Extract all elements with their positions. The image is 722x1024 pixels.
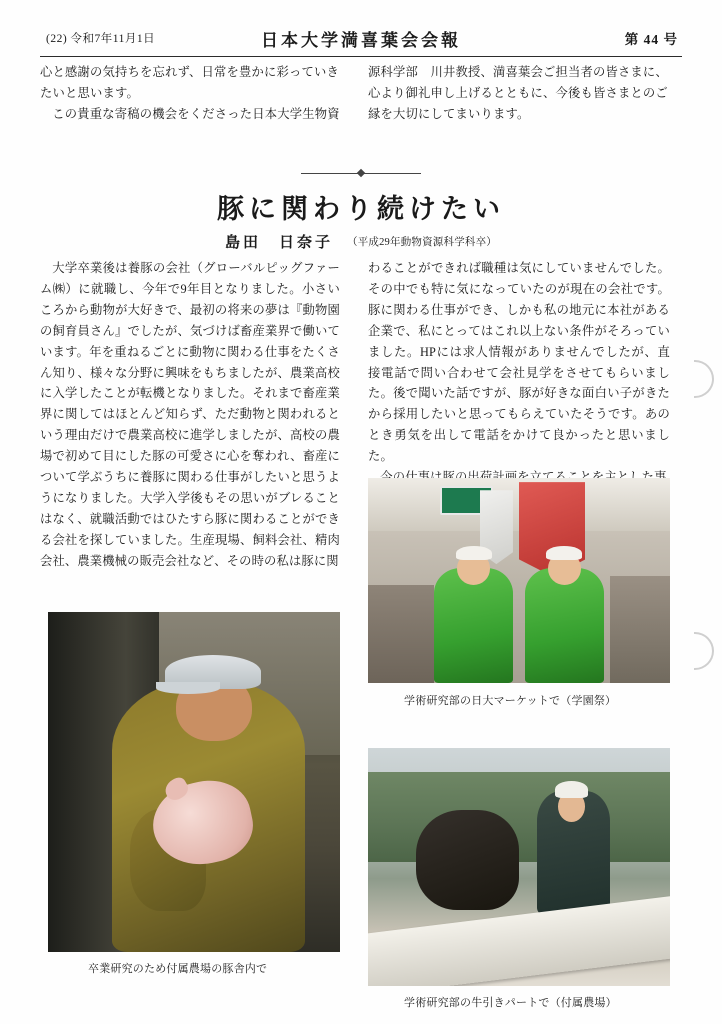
section-divider-ornament [301, 168, 421, 178]
masthead-divider [40, 56, 682, 57]
masthead [40, 26, 682, 56]
caption-pig-barn: 卒業研究のため付属農場の豚舎内で [88, 963, 268, 975]
photo-nichidai-market [368, 478, 670, 683]
masthead-left [46, 30, 155, 46]
continuation-column-right [368, 62, 670, 125]
divider-diamond-icon [357, 169, 365, 177]
photo-person-b-body [525, 568, 604, 683]
photo-cow-body [416, 810, 519, 910]
caption-cow-pulling: 学術研究部の牛引きパートで（付属農場） [404, 997, 617, 1009]
article-byline [0, 231, 722, 252]
body-paragraph: 大学卒業後は養豚の会社（グローバルピッグファーム㈱）に就職し、今年で9年目となりました。小さいころから動物が大好きで、最初の将来の夢は『動物園の飼育員さん』でしたが、気づけば畜産業界で働いています。年を重ねるごとに動物に関わる仕事をたくさん知り、様々な分野に興味をもちましたが、農業高校に入学したことが転機となりました。それまで畜産業界に関してはほとんど知らず、ただ動物と関われるという理由だけで農業高校に進学しましたが、高校の農場で初めて目にした豚の可愛さに心を奪われ、畜産について学ぶうちに養豚に関わる仕事がしたいと思うようになりました。大学入学後もその思いがブレることはなく、就職活動ではひたすら豚に関わることができる会社を探していました。生産現場、飼料会社、精肉会社、農業機械の販売会社など、その時の私は豚に関 [40, 261, 340, 568]
article-body-left [40, 258, 340, 572]
article-title: 豚に関わり続けたい [217, 194, 505, 224]
photo-person-a-hat [456, 546, 492, 560]
body-paragraph: わることができれば職種は気にしていませんでした。その中でも特に気になっていたのが現在の会社です。豚に関わる仕事ができ、しかも私の地元に本社がある企業で、私にとってはこれ以上ない条件がそろっていました。HPには求人情報がありませんでしたが、直接電話で問い合わせて会社見学をさせてもらいました。後で聞いた話ですが、豚が好きな面白い子がきたから採用したいと思ってもらえていたそうです。あのとき勇気を出して電話をかけて良かったと思いました。 [368, 261, 670, 464]
author-affiliation: （平成29年動物資源科学科卒） [347, 237, 497, 248]
issue-number: 第 44 号 [624, 32, 678, 47]
photo-person-cap-brim [156, 682, 220, 694]
page-number: (22) [46, 33, 68, 45]
photo-person-b-hat [546, 546, 582, 560]
photo-person-cap [555, 781, 588, 798]
publication-title: 日本大学満喜葉会会報 [261, 31, 461, 50]
photo-cow-pulling [368, 748, 670, 986]
continuation-column-left [40, 62, 340, 125]
photo-person-a-body [434, 568, 513, 683]
photo-crowd-right [610, 576, 670, 683]
photo-crowd-left [368, 585, 434, 683]
continuation-paragraph: 心と感謝の気持ちを忘れず、日常を豊かに彩っていきたいと思います。 [40, 65, 339, 100]
binding-ring-mark [694, 360, 714, 398]
binding-ring-mark [694, 632, 714, 670]
photo-pig-barn [48, 612, 340, 952]
article-body-right [368, 258, 670, 488]
continuation-paragraph: 源科学部 川井教授、満喜葉会ご担当者の皆さまに、心より御礼申し上げるとともに、今後も皆さまとのご縁を大切にしてまいります。 [368, 65, 668, 121]
photo-treeline [368, 772, 670, 862]
continuation-paragraph: この貴重な寄稿の機会をくださった日本大学生物資 [52, 107, 340, 121]
caption-nichidai-market: 学術研究部の日大マーケットで（学園祭） [404, 695, 617, 707]
issue-date: 令和7年11月1日 [70, 33, 156, 45]
author-name: 島田 日奈子 [224, 235, 333, 251]
